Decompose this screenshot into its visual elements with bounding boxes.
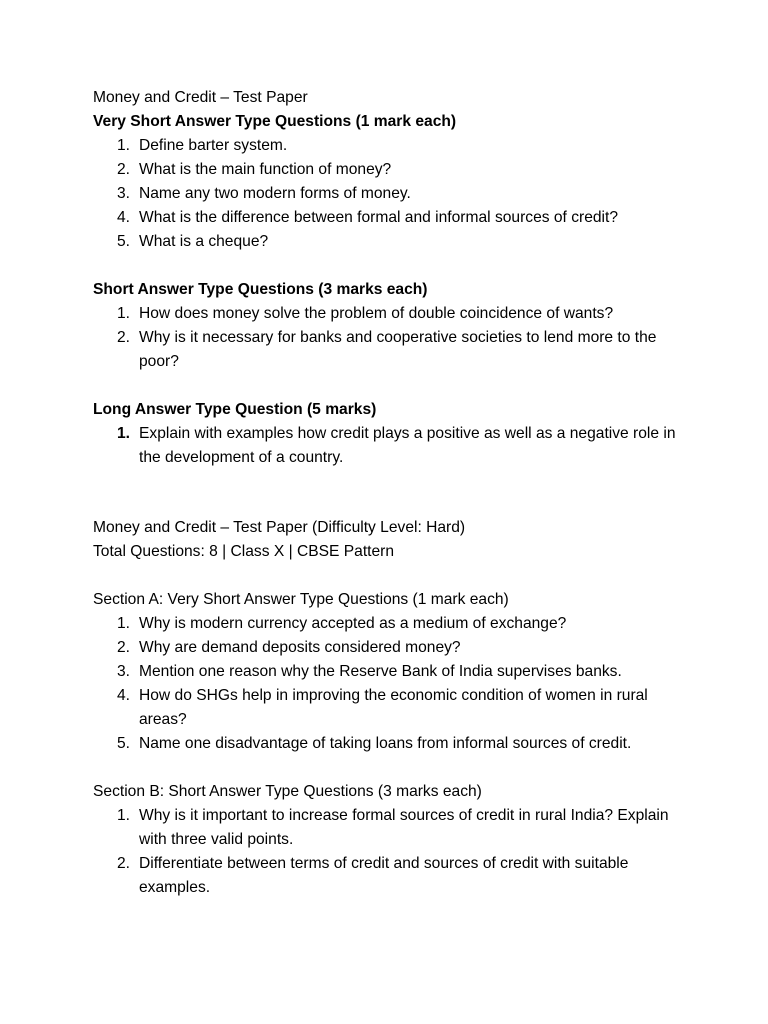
list-number: 4. <box>117 209 131 226</box>
paper1-section-b-heading: Short Answer Type Questions (3 marks each) <box>93 281 428 298</box>
question-text: Name one disadvantage of taking loans from informal sources of credit. <box>139 735 632 752</box>
question-text: Why is it necessary for banks and cooperative societies to lend more to the poor? <box>139 329 657 370</box>
list-item <box>93 612 683 636</box>
list-number: 5. <box>117 233 131 250</box>
question-text: Mention one reason why the Reserve Bank of India supervises banks. <box>139 663 622 680</box>
question-text: What is the main function of money? <box>139 161 392 178</box>
list-item <box>93 660 683 684</box>
question-text: What is the difference between formal and informal sources of credit? <box>139 209 619 226</box>
list-item <box>93 326 683 374</box>
list-number: 3. <box>117 185 131 202</box>
document-page <box>93 86 683 900</box>
paper2-section-b-list <box>93 804 683 900</box>
list-item <box>93 732 683 756</box>
list-number: 1. <box>117 425 131 442</box>
list-number: 2. <box>117 639 131 656</box>
paper1-section-a-list <box>93 134 683 254</box>
paper1-title: Money and Credit – Test Paper <box>93 89 308 106</box>
paper2-section-a-heading: Section A: Very Short Answer Type Questions (1 mark each) <box>93 591 509 608</box>
list-item <box>93 804 683 852</box>
list-number: 2. <box>117 329 131 346</box>
list-number: 2. <box>117 161 131 178</box>
list-number: 1. <box>117 807 131 824</box>
question-text: Define barter system. <box>139 137 288 154</box>
list-item <box>93 182 683 206</box>
list-item <box>93 422 683 470</box>
list-item <box>93 852 683 900</box>
paper1-section-c-heading: Long Answer Type Question (5 marks) <box>93 401 377 418</box>
list-item <box>93 684 683 732</box>
question-text: Why are demand deposits considered money? <box>139 639 461 656</box>
list-item <box>93 230 683 254</box>
spacer <box>93 374 683 398</box>
paper2-section-a-list <box>93 612 683 756</box>
list-number: 2. <box>117 855 131 872</box>
question-text: How do SHGs help in improving the economic condition of women in rural areas? <box>139 687 648 728</box>
list-item <box>93 302 683 326</box>
list-number: 4. <box>117 687 131 704</box>
question-text: Why is modern currency accepted as a medium of exchange? <box>139 615 567 632</box>
question-text: Differentiate between terms of credit and sources of credit with suitable examples. <box>139 855 629 896</box>
paper1-section-a-heading: Very Short Answer Type Questions (1 mark each) <box>93 113 457 130</box>
list-item <box>93 134 683 158</box>
list-number: 3. <box>117 663 131 680</box>
paper2-meta: Total Questions: 8 | Class X | CBSE Pattern <box>93 543 395 560</box>
list-item <box>93 206 683 230</box>
paper1-section-c-list <box>93 422 683 470</box>
list-number: 5. <box>117 735 131 752</box>
list-item <box>93 636 683 660</box>
question-text: Name any two modern forms of money. <box>139 185 411 202</box>
list-item <box>93 158 683 182</box>
list-number: 1. <box>117 305 131 322</box>
paper1-section-b-list <box>93 302 683 374</box>
paper2-title: Money and Credit – Test Paper (Difficulty Level: Hard) <box>93 519 466 536</box>
spacer <box>93 564 683 588</box>
question-text: Explain with examples how credit plays a positive as well as a negative role in the development of a country. <box>139 425 676 466</box>
list-number: 1. <box>117 137 131 154</box>
paper2-section-b-heading: Section B: Short Answer Type Questions (3 marks each) <box>93 783 482 800</box>
question-text: Why is it important to increase formal sources of credit in rural India? Explain with three valid points. <box>139 807 669 848</box>
spacer <box>93 470 683 516</box>
spacer <box>93 756 683 780</box>
question-text: How does money solve the problem of double coincidence of wants? <box>139 305 614 322</box>
spacer <box>93 254 683 278</box>
question-text: What is a cheque? <box>139 233 269 250</box>
list-number: 1. <box>117 615 131 632</box>
